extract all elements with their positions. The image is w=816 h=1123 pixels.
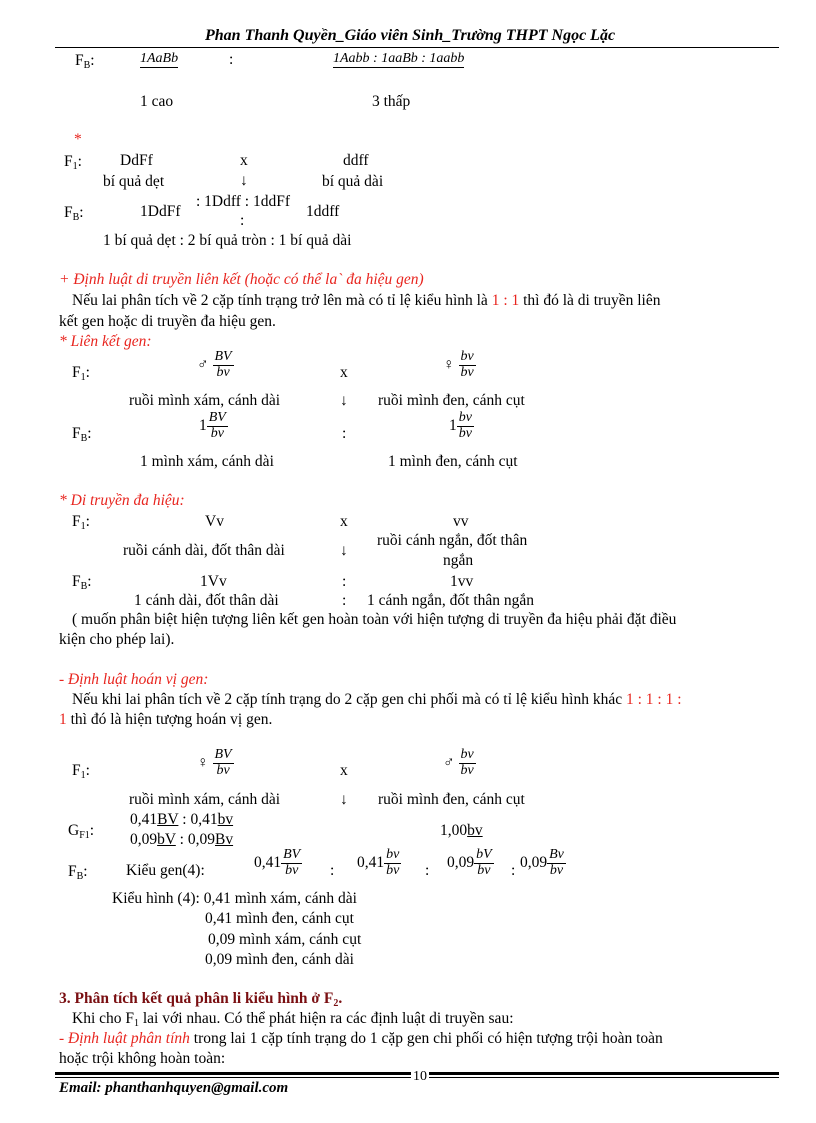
colon: : — [342, 573, 347, 590]
f1-label: $F_1$: — [72, 364, 90, 383]
linkage-paragraph: Nếu lai phân tích về 2 cặp tính trạng trở lên mà có tỉ lệ kiểu hình là 1 : 1 thì đó là di truyền liên — [72, 292, 661, 309]
arrow-down-icon: ↓ — [240, 172, 248, 189]
f1-label: $F_1$: — [72, 762, 90, 781]
phenotype-short-wing-2: ngắn — [443, 552, 474, 569]
genotype-aabb: 1AaBb — [140, 51, 178, 68]
colon: : — [330, 862, 335, 879]
male-parent-genotype: ♂ $\frac{BV}{bv}$ — [197, 349, 232, 380]
phenotype-black-vestigial: ruồi mình đen, cánh cụt — [378, 392, 525, 409]
pleiotropy-note-2: kiện cho phép lai). — [59, 631, 175, 648]
crossover-paragraph: Nếu khi lai phân tích về 2 cặp tính trạng do 2 cặp gen chi phối mà có tỉ lệ kiểu hình khác 1 : 1 : 1 : — [72, 691, 682, 708]
offspring-ddff-last: 1ddff — [306, 203, 340, 220]
phenotype-list-1: Kiểu hình (4): 0,41 mình xám, cánh dài — [112, 890, 357, 907]
parent-ddff-1: DdFf — [120, 152, 153, 169]
crossover-paragraph-2: 1 thì đó là hiện tượng hoán vị gen. — [59, 711, 273, 728]
section-3-paragraph-3: hoặc trội không hoàn toàn: — [59, 1050, 226, 1067]
parent-vv-2: vv — [453, 513, 469, 530]
offspring-genotype-4: 0,09 $\frac{Bv}{bv}$ — [520, 847, 564, 878]
crossover-heading: - Định luật hoán vị gen: — [59, 671, 209, 688]
offspring-genotype-1: 0,41 $\frac{BV}{bv}$ — [254, 847, 301, 878]
fb-label: $F_B$: — [72, 573, 92, 592]
gf1-label: $G_{F1}$: — [68, 822, 95, 841]
phenotype-black-vestigial: ruồi mình đen, cánh cụt — [378, 791, 525, 808]
phenotype-tall: 1 cao — [140, 93, 174, 110]
offspring-middle-colon: : — [240, 212, 245, 229]
female-icon: ♀ — [197, 753, 209, 771]
f1-label: $F_1$: — [64, 153, 82, 172]
offspring-genotype-2: 1 $\frac{bv}{bv}$ — [449, 410, 472, 441]
result-short-wing: 1 cánh ngắn, đốt thân ngắn — [367, 592, 535, 609]
fb-label: $F_B$: — [72, 425, 92, 444]
linkage-heading: + Định luật di truyền liên kết (hoặc có thể la` đa hiệu gen) — [59, 271, 424, 288]
female-icon: ♀ — [443, 355, 455, 373]
male-icon: ♂ — [197, 355, 209, 373]
pleiotropy-heading: * Di truyền đa hiệu: — [59, 492, 185, 509]
male-icon: ♂ — [443, 753, 455, 771]
phenotype-short-wing: ruồi cánh ngắn, đốt thân — [377, 532, 528, 549]
phenotype-list-2: 0,41 mình đen, cánh cụt — [205, 910, 354, 927]
asterisk-marker: * — [74, 131, 82, 148]
gametes-row-2: 0,09bV : 0,09Bv — [130, 831, 234, 848]
phenotype-gray-long: ruồi mình xám, cánh dài — [129, 791, 281, 808]
arrow-down-icon: ↓ — [340, 791, 348, 808]
result-black-vestigial: 1 mình đen, cánh cụt — [388, 453, 518, 470]
linkage-subheading: * Liên kết gen: — [59, 333, 152, 350]
cross-x: x — [240, 152, 248, 169]
page-number: 10 — [413, 1069, 427, 1084]
colon: : — [425, 862, 430, 879]
section-3-heading: 3. Phân tích kết quả phân li kiểu hình ở $F_2$. — [59, 990, 343, 1009]
colon: : — [342, 425, 347, 442]
offspring-vv-2: 1vv — [450, 573, 474, 590]
phenotype-short: 3 thấp — [372, 93, 411, 110]
offspring-genotype-2: 0,41 $\frac{bv}{bv}$ — [357, 847, 400, 878]
phenotype-list-3: 0,09 mình xám, cánh cụt — [208, 931, 362, 948]
gametes-male: 1,00bv — [440, 822, 483, 839]
fb-label: $F_B$: — [64, 204, 84, 223]
offspring-genotype-3: 0,09 $\frac{bV}{bv}$ — [447, 847, 492, 878]
footer-email: Email: phanthanhquyen@gmail.com — [59, 1080, 289, 1096]
parent-vv-1: Vv — [205, 513, 224, 530]
arrow-down-icon: ↓ — [340, 542, 348, 559]
parent-ddff-2: ddff — [343, 152, 369, 169]
genotype-list: 1Aabb : 1aaBb : 1aabb — [333, 51, 464, 68]
linkage-paragraph-2: kết gen hoặc di truyền đa hiệu gen. — [59, 313, 276, 330]
phenotype-gray-long: ruồi mình xám, cánh dài — [129, 392, 281, 409]
cross-x: x — [340, 762, 348, 779]
female-parent-genotype: ♀ $\frac{bv}{bv}$ — [443, 349, 474, 380]
phenotype-long: bí quả dài — [322, 173, 384, 190]
result-long-wing: 1 cánh dài, đốt thân dài — [134, 592, 279, 609]
offspring-middle: : 1Ddff : 1ddFf — [196, 193, 291, 210]
offspring-vv-1: 1Vv — [200, 573, 227, 590]
page-header: Phan Thanh Quyền_Giáo viên Sinh_Trường THPT Ngọc Lặc — [205, 27, 616, 44]
result-gray-long: 1 mình xám, cánh dài — [140, 453, 274, 470]
section-3-paragraph: Khi cho $F_1$ lai với nhau. Có thể phát hiện ra các định luật di truyền sau: — [72, 1010, 514, 1029]
phenotype-long-wing: ruồi cánh dài, đốt thân dài — [123, 542, 285, 559]
cross-x: x — [340, 513, 348, 530]
arrow-down-icon: ↓ — [340, 392, 348, 409]
header-rule — [55, 47, 779, 48]
fb-label: $F_B$: — [75, 52, 95, 71]
colon: : — [342, 592, 347, 609]
colon: : — [229, 51, 234, 68]
phenotype-flat: bí quả dẹt — [103, 173, 165, 190]
squash-ratio: 1 bí quả dẹt : 2 bí quả tròn : 1 bí quả dài — [103, 232, 352, 249]
fb-label: $F_B$: — [68, 863, 88, 882]
offspring-ddff: 1DdFf — [140, 203, 181, 220]
pleiotropy-note: ( muốn phân biệt hiện tượng liên kết gen hoàn toàn với hiện tượng di truyền đa hiệu phải đặt điều — [72, 611, 677, 628]
offspring-genotype-1: 1 $\frac{BV}{bv}$ — [199, 410, 226, 441]
gametes-row-1: 0,41BV : 0,41bv — [130, 811, 234, 828]
section-3-law: - Định luật phân tính trong lai 1 cặp tính trạng do 1 cặp gen chi phối có hiện tượng trội hoàn toàn — [59, 1030, 663, 1047]
cross-x: x — [340, 364, 348, 381]
phenotype-list-4: 0,09 mình đen, cánh dài — [205, 951, 354, 968]
genotype-count-label: Kiểu gen(4): — [126, 862, 205, 879]
male-parent-genotype: ♂ $\frac{bv}{bv}$ — [443, 747, 474, 778]
female-parent-genotype: ♀ $\frac{BV}{bv}$ — [197, 747, 232, 778]
f1-label: $F_1$: — [72, 513, 90, 532]
colon: : — [511, 862, 516, 879]
